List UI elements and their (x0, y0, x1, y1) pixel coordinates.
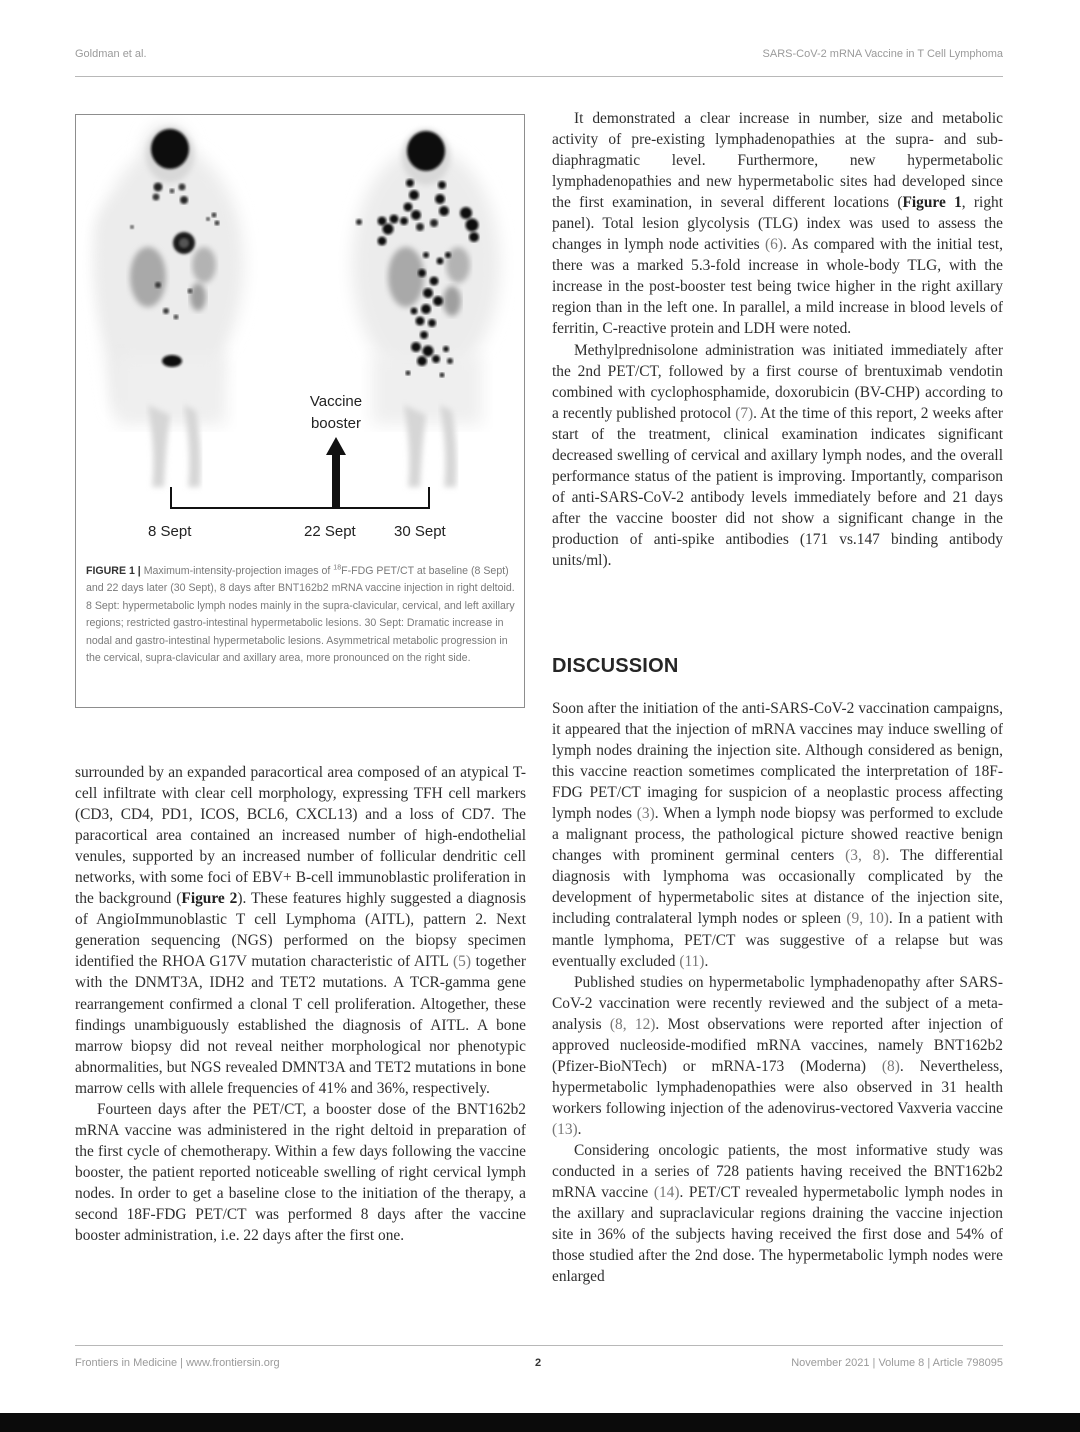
right-column-top (552, 108, 1003, 571)
right-paragraph-1 (552, 108, 1003, 340)
header-rule (75, 76, 1003, 77)
discussion-heading: DISCUSSION (552, 655, 679, 677)
page-number: 2 (535, 1357, 542, 1369)
left-paragraph-1 (75, 762, 526, 1099)
text-run: . (577, 1120, 582, 1138)
text-run: . (704, 952, 709, 970)
citation-3[interactable]: (3) (636, 805, 655, 823)
running-header-title: SARS-CoV-2 mRNA Vaccine in T Cell Lymphoma (762, 48, 1003, 60)
citation-8-12[interactable]: (8, 12) (609, 1015, 656, 1033)
text-run: together with the DNMT3A, IDH2 and TET2 mutations. A TCR-gamma gene rearrangement confirmed a clonal T cell proliferation. Altogether, these findings unambiguously established the diagnosis of AITL. A bone marrow biopsy did not reveal neither morphological nor phenotypic abnormalities, but NGS revealed DMNT3A and TET2 mutations in bone marrow cells with allele frequencies of 41% and 36%, respectively. (75, 953, 526, 1097)
citation-5[interactable]: (5) (453, 953, 471, 971)
text-run: . At the time of this report, 2 weeks after start of the treatment, clinical examination indicates significant decreased swelling of cervical and axillary lymph nodes, and the overall performance status of the patient is improving. Importantly, comparison of anti-SARS-CoV-2 antibody levels immediately before and 21 days after the vaccine booster did not show a significant change in the production of anti-spike antibodies (171 vs.147 binding antibody units/ml). (552, 404, 1003, 569)
text-run: Soon after the initiation of the anti-SARS-CoV-2 vaccination campaigns, it appeared that the injection of mRNA vaccines may induce swelling of lymph nodes draining the injection site. Although considered as benign, this vaccine reaction sometimes complicated the interpretation of 18F-FDG PET/CT imaging for suspicion of a neoplastic process affecting lymph nodes (552, 700, 1003, 823)
citation-6[interactable]: (6) (765, 236, 783, 254)
figure-caption (86, 563, 516, 667)
citation-11[interactable]: (11) (679, 952, 705, 970)
bottom-black-bar (0, 1413, 1080, 1432)
vaccine-booster-label (286, 391, 386, 435)
figure-caption-label: FIGURE 1 | (86, 565, 141, 577)
figure-1 (75, 114, 525, 708)
page-footer (75, 1357, 1003, 1375)
text-run: . Nevertheless, hypermetabolic lymphadenopathies were also observed in 31 health workers following injection of the adenovirus-vectored Vaxveria vaccine (552, 1057, 1003, 1117)
running-header-authors: Goldman et al. (75, 48, 147, 60)
text-run: . PET/CT revealed hypermetabolic lymph nodes in the axillary and supraclavicular regions draining the vaccine injection site in 36% of the subjects having received the first dose and 54% of those studied after the 2nd dose. The hypermetabolic lymph nodes were enlarged (552, 1184, 1003, 1286)
timeline-label-booster-date: 22 Sept (304, 523, 356, 540)
text-run: . Most observations were reported after injection of approved nucleoside-modified mRNA vaccines, namely BNT162b2 (Pfizer-BioNTech) or mRNA-173 (Moderna) (552, 1015, 1003, 1075)
citation-3-8[interactable]: (3, 8) (845, 847, 886, 865)
timeline-label-end: 30 Sept (394, 523, 446, 540)
vaccine-booster-label-line1: Vaccine (309, 393, 363, 410)
footer-journal[interactable]: Frontiers in Medicine | www.frontiersin.org (75, 1357, 280, 1369)
text-run: Methylprednisolone administration was initiated immediately after the 2nd PET/CT, followed by a first course of brentuximab vendotin combined with cyclophosphamide, doxorubicin (BV-CHP) according to a recently published protocol (552, 341, 1003, 422)
text-run: It demonstrated a clear increase in number, size and metabolic activity of pre-existing lymphadenopathies at the supra- and sub-diaphragmatic level. Furthermore, new hypermetabolic lymphadenopathies and new hypermetabolic sites had developed since the first examination, in several different locations ( (552, 110, 1003, 212)
discussion-paragraph-3 (552, 1140, 1003, 1287)
text-run: . The differential diagnosis with lymphoma was occasionally complicated by the development of hypermetabolic sites at distance of the injection site, including contralateral lymph nodes or spleen (552, 847, 1003, 928)
citation-14[interactable]: (14) (653, 1184, 680, 1202)
left-paragraph-2: Fourteen days after the PET/CT, a booster dose of the BNT162b2 mRNA vaccine was administered in the right deltoid in preparation of the first cycle of chemotherapy. Within a few days following the vaccine booster, the patient reported noticeable swelling of right cervical lymph nodes. In order to get a baseline close to the initiation of the therapy, a second 18F-FDG PET/CT was performed 8 days after the vaccine booster administration, i.e. 22 days after the first one. (75, 1100, 526, 1245)
figure-2-reference[interactable]: Figure 2 (181, 890, 238, 908)
text-run: Published studies on hypermetabolic lymphadenopathy after SARS-CoV-2 vaccination were recently reviewed and the subject of a meta-analysis (552, 973, 1003, 1033)
text-run: ). These features highly suggested a diagnosis of AngioImmunoblastic T cell Lymphoma (AITL), pattern 2. Next generation sequencing (NGS) performed on the biopsy specimen identified the RHOA G17V mutation characteristic of AITL (75, 890, 527, 971)
text-run: surrounded by an expanded paracortical area composed of an atypical T-cell infiltrate with clear cell morphology, expressing TFH cell markers (CD3, CD4, PD1, ICOS, BCL6, CXCL13) and a loss of CD7. The paracortical area contained an increased number of high-endothelial venules, supported by an increased number of follicular dendritic cell networks, with some foci of EBV+ B-cell immunoblastic proliferation in the background ( (75, 764, 526, 908)
discussion-paragraph-1 (552, 698, 1003, 972)
figure-caption-superscript: 18 (333, 564, 342, 572)
discussion-body (552, 698, 1003, 1287)
text-run: . When a lymph node biopsy was performed to exclude a malignant process, the pathological picture showed reactive benign changes with prominent germinal centers (552, 805, 1004, 865)
left-column (75, 762, 526, 1246)
figure-1-reference[interactable]: Figure 1 (902, 194, 962, 212)
text-run: Considering oncologic patients, the most informative study was conducted in a series of 728 patients having received the BNT162b2 mRNA vaccine (552, 1141, 1003, 1202)
pet-ct-images (76, 115, 523, 565)
citation-7[interactable]: (7) (735, 404, 754, 422)
running-header (75, 48, 1003, 66)
text-run: . In a patient with mantle lymphoma, PET/CT was suggestive of a relapse but was eventually excluded (552, 910, 1003, 970)
timeline (171, 437, 430, 509)
figure-caption-text: Maximum-intensity-projection images of (143, 565, 334, 577)
citation-8[interactable]: (8) (881, 1057, 900, 1075)
discussion-paragraph-2 (552, 972, 1003, 1140)
right-paragraph-2 (552, 340, 1003, 572)
citation-9-10[interactable]: (9, 10) (846, 910, 889, 928)
text-run: . As compared with the initial test, there was a marked 5.3-fold increase in whole-body TLG, with the increase in the post-booster test being twice higher in the right axillary region than in the left one. In parallel, a mild increase in blood levels of ferritin, C-reactive protein and LDH were noted. (552, 236, 1003, 338)
figure-caption-text-cont: F-FDG PET/CT at baseline (8 Sept) and 22 days later (30 Sept), 8 days after BNT162b2 mRNA vaccine injection in right deltoid. 8 Sept: hypermetabolic lymph nodes mainly in the supra-clavicular, cervical, and left axillary regions; restricted gastro-intestinal hypermetabolic lesions. 30 Sept: Dramatic increase in nodal and gastro-intestinal hypermetabolic lesions. Asymmetrical metabolic progression in the cervical, supra-clavicular and axillary area, more pronounced on the right side. (86, 565, 515, 665)
footer-issue: November 2021 | Volume 8 | Article 798095 (791, 1357, 1003, 1369)
footer-rule (75, 1345, 1003, 1346)
baseline-pet-panel (96, 125, 244, 487)
timeline-label-start: 8 Sept (148, 523, 192, 540)
text-run: , right panel). Total lesion glycolysis (TLG) index was used to assess the changes in lymph node activities (552, 194, 1004, 254)
vaccine-booster-label-line2: booster (310, 415, 362, 432)
citation-13[interactable]: (13) (552, 1120, 578, 1138)
